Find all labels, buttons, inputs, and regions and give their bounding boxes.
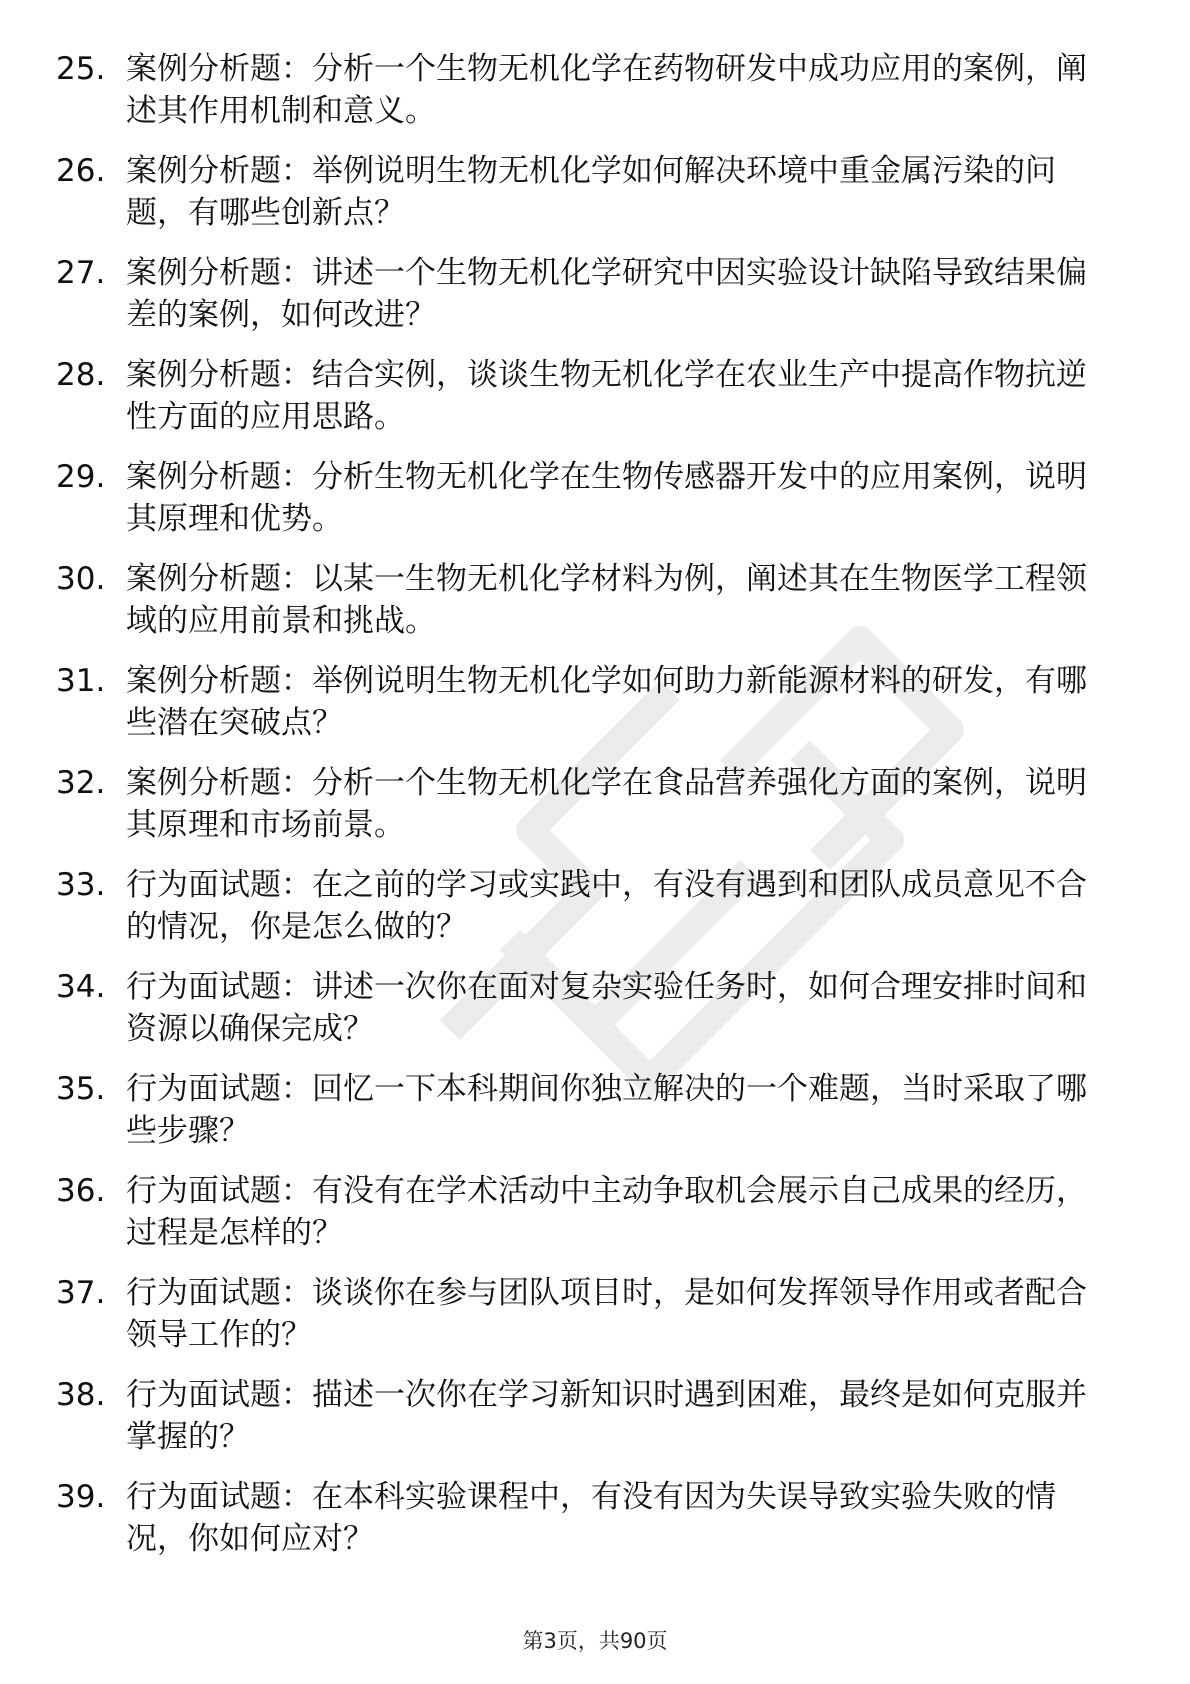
question-text: 案例分析题：分析一个生物无机化学在药物研发中成功应用的案例，阐述其作用机制和意义。 — [126, 51, 1087, 129]
page-footer — [0, 1627, 1190, 1655]
question-item — [0, 864, 1190, 948]
question-text: 行为面试题：描述一次你在学习新知识时遇到困难，最终是如何克服并掌握的？ — [126, 1377, 1087, 1455]
question-text: 行为面试题：回忆一下本科期间你独立解决的一个难题，当时采取了哪些步骤？ — [126, 1071, 1087, 1149]
question-text: 行为面试题：谈谈你在参与团队项目时，是如何发挥领导作用或者配合领导工作的？ — [126, 1275, 1087, 1353]
question-number: 34. — [56, 969, 106, 1005]
question-item — [0, 456, 1190, 540]
question-number: 39. — [56, 1479, 106, 1515]
question-number: 36. — [56, 1173, 106, 1209]
question-item — [0, 354, 1190, 438]
question-item — [0, 558, 1190, 642]
question-item — [0, 1374, 1190, 1458]
question-number: 25. — [56, 51, 106, 87]
question-text: 行为面试题：在本科实验课程中，有没有因为失误导致实验失败的情况，你如何应对？ — [126, 1479, 1056, 1557]
question-text: 行为面试题：有没有在学术活动中主动争取机会展示自己成果的经历，过程是怎样的？ — [126, 1173, 1087, 1251]
question-item — [0, 1170, 1190, 1254]
question-number: 29. — [56, 459, 106, 495]
question-text: 行为面试题：在之前的学习或实践中，有没有遇到和团队成员意见不合的情况，你是怎么做的？ — [126, 867, 1087, 945]
question-number: 28. — [56, 357, 106, 393]
question-text: 案例分析题：分析一个生物无机化学在食品营养强化方面的案例，说明其原理和市场前景。 — [126, 765, 1087, 843]
page-number-label: 第3页，共90页 — [522, 1629, 668, 1653]
question-item — [0, 48, 1190, 132]
question-item — [0, 252, 1190, 336]
question-list — [0, 48, 1190, 1578]
question-text: 案例分析题：以某一生物无机化学材料为例，阐述其在生物医学工程领域的应用前景和挑战。 — [126, 561, 1087, 639]
question-text: 案例分析题：举例说明生物无机化学如何助力新能源材料的研发，有哪些潜在突破点？ — [126, 663, 1087, 741]
question-text: 案例分析题：举例说明生物无机化学如何解决环境中重金属污染的问题，有哪些创新点？ — [126, 153, 1056, 231]
question-item — [0, 1476, 1190, 1560]
question-text: 案例分析题：分析生物无机化学在生物传感器开发中的应用案例，说明其原理和优势。 — [126, 459, 1087, 537]
question-number: 35. — [56, 1071, 106, 1107]
question-item — [0, 660, 1190, 744]
question-number: 33. — [56, 867, 106, 903]
question-number: 26. — [56, 153, 106, 189]
question-number: 27. — [56, 255, 106, 291]
question-text: 案例分析题：讲述一个生物无机化学研究中因实验设计缺陷导致结果偏差的案例，如何改进？ — [126, 255, 1087, 333]
question-text: 行为面试题：讲述一次你在面对复杂实验任务时，如何合理安排时间和资源以确保完成？ — [126, 969, 1087, 1047]
question-item — [0, 966, 1190, 1050]
question-item — [0, 150, 1190, 234]
question-number: 38. — [56, 1377, 106, 1413]
question-number: 30. — [56, 561, 106, 597]
question-item — [0, 1272, 1190, 1356]
question-number: 31. — [56, 663, 106, 699]
question-text: 案例分析题：结合实例，谈谈生物无机化学在农业生产中提高作物抗逆性方面的应用思路。 — [126, 357, 1087, 435]
question-item — [0, 1068, 1190, 1152]
question-number: 32. — [56, 765, 106, 801]
question-item — [0, 762, 1190, 846]
question-number: 37. — [56, 1275, 106, 1311]
